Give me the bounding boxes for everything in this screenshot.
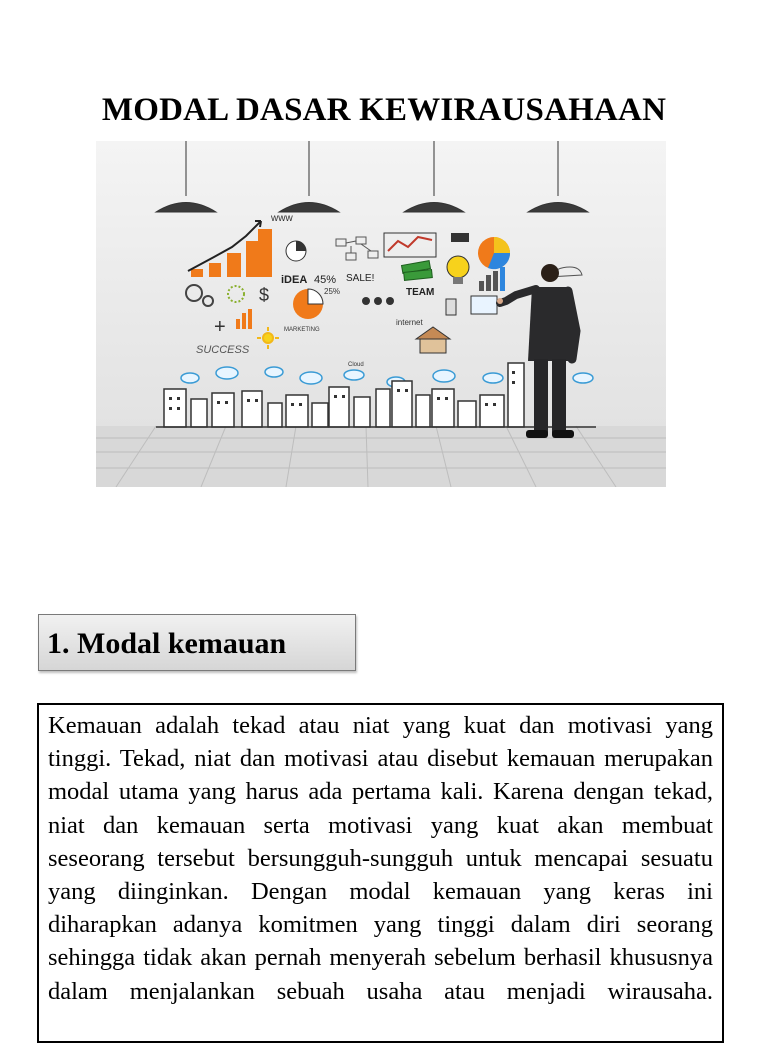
- team-label: TEAM: [406, 287, 435, 298]
- plus-icon: +: [214, 316, 226, 338]
- page-title: MODAL DASAR KEWIRAUSAHAAN: [101, 92, 667, 128]
- section-heading: 1. Modal kemauan: [47, 627, 287, 660]
- computer-icon: [446, 296, 497, 315]
- pie-chart-icon: [286, 241, 306, 261]
- pie-chart-orange-icon: [293, 289, 323, 319]
- internet-label: internet: [396, 318, 423, 327]
- cloud-label: Cloud: [348, 362, 364, 368]
- section-heading-box: [38, 614, 356, 671]
- marketing-label: MARKETING: [284, 327, 320, 333]
- percent-label: 45%: [314, 274, 337, 286]
- donut-chart-icon: [478, 237, 510, 269]
- sale-label: SALE!: [346, 273, 375, 284]
- dollar-icon: $: [259, 285, 270, 305]
- www-label: www: [271, 213, 293, 224]
- business-doodle-illustration: [96, 141, 666, 487]
- idea-label: iDEA: [281, 274, 308, 286]
- wall-background: [96, 141, 666, 431]
- percent-small-label: 25%: [324, 287, 341, 296]
- paragraph-box: [37, 703, 724, 1043]
- team-people-icon: [362, 297, 394, 305]
- success-label: SUCCESS: [196, 344, 250, 356]
- paragraph-text: Kemauan adalah tekad atau niat yang kuat dan motivasi yang tinggi. Tekad, niat dan motivasi atau disebut kemauan merupakan modal utama yang harus ada pertama kali. Karena dengan tekad, niat dan kemauan serta motivasi yang kuat akan membuat seseorang tersebut bersungguh-sungguh untuk mencapai sesuatu yang diinginkan. Dengan modal kemauan yang keras ini diharapkan adanya komitmen yang tinggi dalam diri seorang sehingga tidak akan pernah menyerah sebelum berhasil khususnya dalam menjalankan sebuah usaha atau menjadi wirausaha.: [48, 712, 713, 1005]
- wooden-floor: [96, 426, 666, 487]
- battery-icon: [451, 233, 469, 242]
